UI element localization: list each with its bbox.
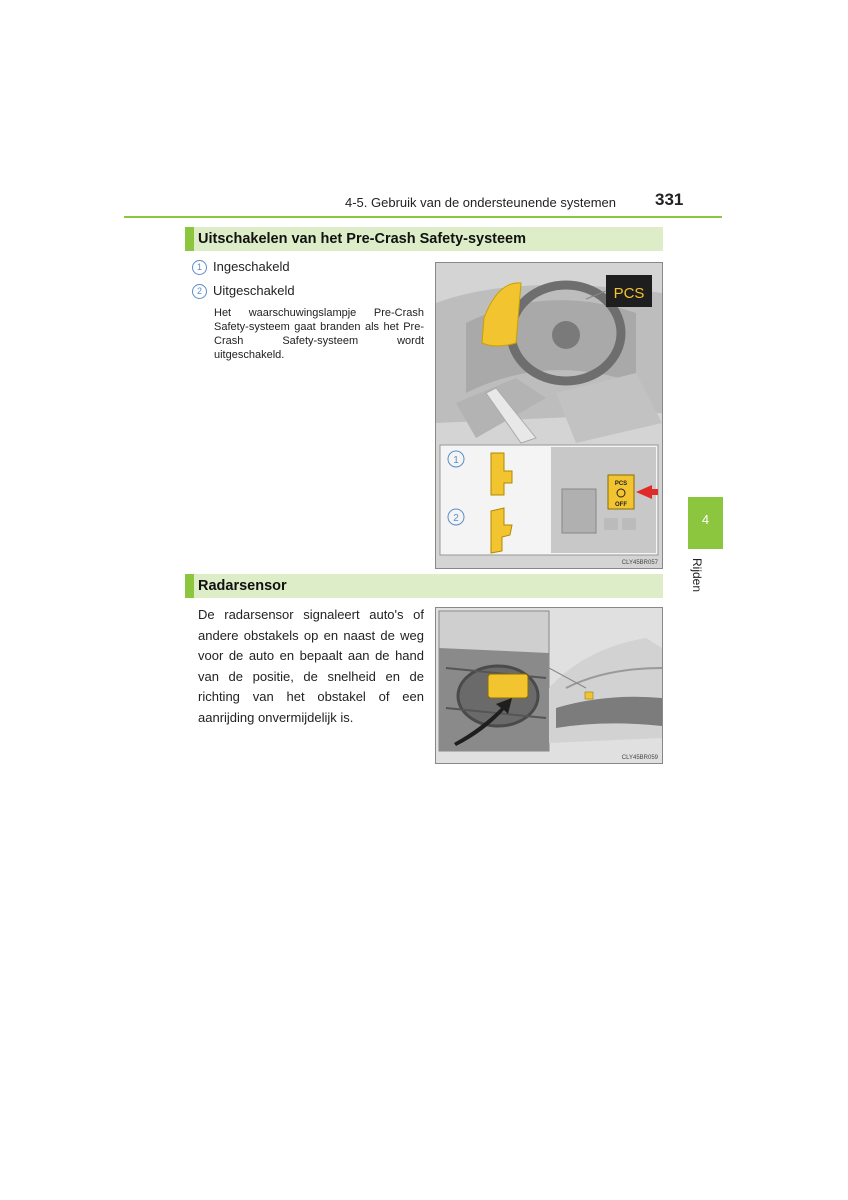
chapter-tab: 4: [688, 497, 723, 549]
section-header: 4-5. Gebruik van de ondersteunende systemen: [345, 195, 617, 210]
image-code-2: CLY45BR059: [621, 755, 658, 761]
switch-label-pcs: PCS: [614, 481, 628, 487]
image-code-1: CLY45BR057: [621, 560, 658, 566]
radar-sensor-icon: [488, 674, 528, 698]
radar-svg: [436, 608, 662, 763]
dashboard-illustration: [435, 262, 663, 569]
number-circle-2: 2: [192, 284, 207, 299]
switch-label-off: OFF: [615, 502, 627, 508]
item-label-on: Ingeschakeld: [213, 259, 290, 274]
item-label-off: Uitgeschakeld: [213, 283, 295, 298]
radar-sensor-illustration: [435, 607, 663, 764]
list-item-off: [192, 283, 295, 299]
dashboard-svg: [436, 263, 662, 568]
callout-1: 1: [453, 455, 459, 466]
section-title-radar: Radarsensor: [185, 574, 663, 598]
header-rule: [124, 216, 722, 218]
page-number: 331: [655, 190, 684, 209]
callout-2: 2: [453, 513, 459, 524]
radar-body-text: De radarsensor signaleert auto's of andere obstakels op en naast de weg voor de auto en bepaalt aan de hand van de positie, de snelheid en de richting van het obstakel of een aanrijding onvermijdelijk is.: [198, 607, 424, 725]
list-item-on: [192, 259, 290, 275]
section-title-pcs-off: Uitschakelen van het Pre-Crash Safety-systeem: [185, 227, 663, 251]
chapter-label: Rijden: [690, 558, 704, 593]
pcs-indicator-text: PCS: [613, 285, 645, 302]
note-text: Het waarschuwingslampje Pre-Crash Safety-systeem gaat branden als het Pre-Crash Safety-systeem wordt uitgeschakeld.: [214, 307, 424, 361]
number-circle-1: 1: [192, 260, 207, 275]
